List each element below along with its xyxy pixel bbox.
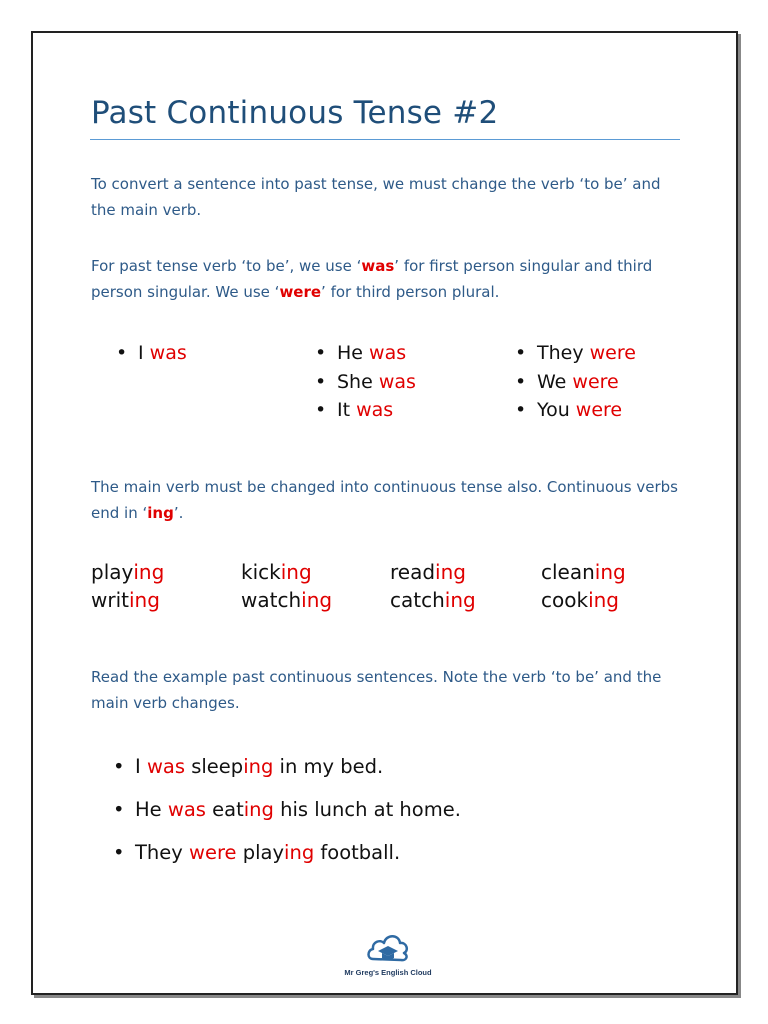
verb-suffix: ing [133,560,165,584]
verb-suffix: ing [280,560,312,584]
example-verb: was [146,755,186,778]
pronoun-subject: We [537,370,567,393]
verb-word [91,560,164,584]
pronoun-verb: were [572,370,619,393]
rule-text-2: ’ for first person singular and third person singular. We use ‘ [91,257,653,301]
pronoun-item [315,339,416,368]
verb-stem: kick [241,560,281,584]
intro-paragraph: To convert a sentence into past tense, we must change the verb ‘to be’ and the main verb. [91,175,661,219]
verb-suffix: ing [444,588,476,612]
example-verb: were [189,841,237,864]
verb-suffix: ing [128,588,160,612]
pronoun-subject: I [138,342,144,364]
example-rest: in my bed. [279,755,384,778]
pronoun-column-2 [315,339,416,425]
example-subject: I [135,755,141,778]
rule-was: was [361,257,395,275]
verb-stem: cook [541,588,589,612]
verb-word [241,560,312,584]
main-verb-ing: ing [147,504,174,522]
verb-word [390,560,466,584]
main-verb-paragraph [91,474,681,526]
pronoun-item [315,396,416,425]
example-sentence [113,838,461,881]
verb-stem: watch [241,588,302,612]
pronoun-item [515,396,636,425]
verb-word [541,560,626,584]
pronoun-verb: was [149,342,187,364]
example-suffix: ing [243,755,274,778]
verb-stem: clean [541,560,595,584]
verb-suffix: ing [588,588,619,612]
page-title: Past Continuous Tense #2 [91,95,499,131]
verb-suffix: ing [301,588,333,612]
example-subject: They [135,841,183,864]
rule-text-3: ’ for third person plural. [321,283,500,301]
example-subject: He [135,798,162,821]
pronoun-column-1 [116,339,187,368]
pronoun-item [515,368,636,397]
pronoun-item [315,368,416,397]
cloud-mortarboard-icon [365,925,411,965]
main-verb-text-1: The main verb must be changed into continuous tense also. Continuous verbs end in ‘ [91,478,678,522]
pronoun-item [116,339,187,368]
pronoun-subject: You [537,399,570,421]
pronoun-verb: was [378,370,416,393]
main-verb-text-2: ’. [173,504,184,522]
pronoun-subject: They [537,342,584,364]
pronoun-subject: It [337,399,351,421]
verb-word [390,588,476,612]
example-stem: play [242,841,285,864]
pronoun-verb: were [589,342,636,364]
example-sentences [113,752,461,881]
verb-stem: writ [91,588,129,612]
example-suffix: ing [284,841,315,864]
logo-text: Mr Greg's English Cloud [344,968,432,977]
verb-suffix: ing [594,560,626,584]
example-intro-paragraph: Read the example past continuous sentences. Note the verb ‘to be’ and the main verb changes. [91,668,662,712]
example-sentence [113,752,461,795]
example-rest: his lunch at home. [280,798,461,821]
rule-text-1: For past tense verb ‘to be’, we use ‘ [91,257,362,275]
pronoun-verb: was [356,399,394,421]
pronoun-item [515,339,636,368]
verb-word [91,588,160,612]
verb-word [541,588,619,612]
verb-word [241,588,332,612]
rule-were: were [279,283,322,301]
example-verb: was [167,798,206,821]
verb-stem: catch [390,588,445,612]
example-suffix: ing [243,798,274,821]
pronoun-column-3 [515,339,636,425]
verb-stem: play [91,560,134,584]
brand-logo [338,925,438,977]
example-stem: sleep [191,755,244,778]
title-underline [90,139,680,140]
rule-paragraph [91,253,681,305]
pronoun-verb: was [369,342,407,364]
pronoun-subject: She [337,370,373,393]
example-sentence [113,795,461,838]
verb-stem: read [390,560,436,584]
pronoun-subject: He [337,342,363,364]
example-stem: eat [212,798,244,821]
example-rest: football. [320,841,401,864]
verb-suffix: ing [435,560,466,584]
pronoun-verb: were [575,399,623,421]
